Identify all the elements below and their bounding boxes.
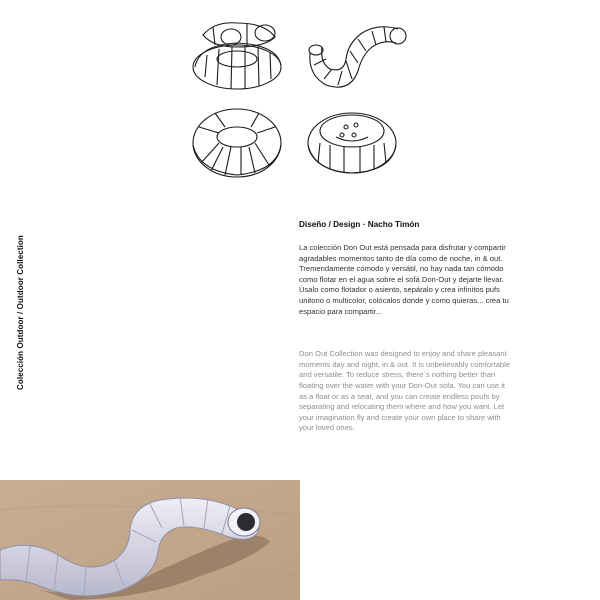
stacked-donut-sketch [185,15,295,95]
product-photo [0,480,300,600]
designer-heading: Diseño / Design · Nacho Timón [299,220,420,229]
ring-donut-sketch [185,103,295,183]
description-english: Don Out Collection was designed to enjoy and share pleasant moments day and night, in & out. It is unbelievably comfortable and versatile. To reduce stress, there´s nothing better than floating over the water with your Don-Out sofa. You can use it as a float or as a seat, and you can create endless poufs by separating and relocating them where and how you want. Let your imagination fly and create your own place to share with your loved ones. [299,349,511,433]
product-sketches [185,15,430,185]
pouf-top-view-sketch [300,103,410,183]
description-block [299,220,511,434]
collection-label: Colección Outdoor / Outdoor Collection [16,235,25,390]
sofa-on-sand-image [0,480,300,600]
s-curve-sofa-sketch [300,15,410,95]
description-spanish: La colección Don Out está pensada para disfrutar y compartir agradables momentos tanto de día como de noche, in & out. Tremendamente cómodo y versátil, no hay nada tan cómodo como flotar en el agua sobre el sofá Don-Out y dejarte llevar. Úsalo como flotador o asiento, sepáralo y crea infinitos pufs unitono o multicolor, colócalos donde y como quieras... crea tu espacio para compartir... [299,243,509,316]
